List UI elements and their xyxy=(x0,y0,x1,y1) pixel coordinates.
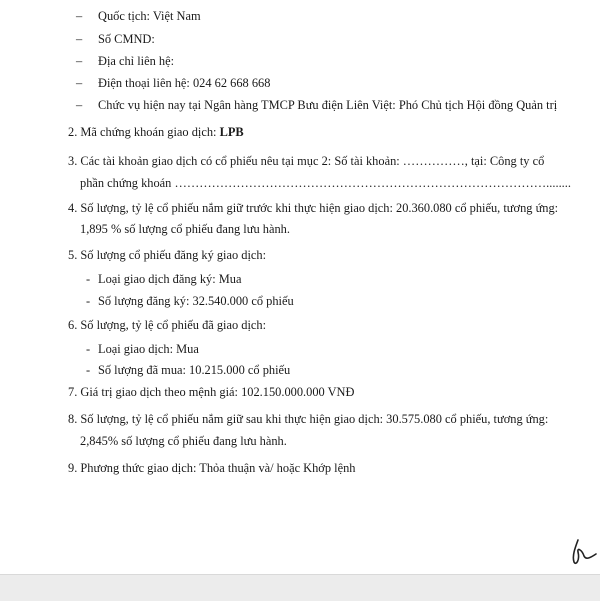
item-3-line-2: phần chứng khoán ………………………………………………………………………………........ xyxy=(80,176,571,190)
item-6-bullet-1: Loại giao dịch: Mua xyxy=(98,342,199,356)
signature-icon xyxy=(566,530,600,570)
nationality-text: Quốc tịch: Việt Nam xyxy=(98,9,201,23)
bullet-dash: – xyxy=(76,54,83,68)
bullet-dash: – xyxy=(76,32,83,46)
item-8-line-1: 8. Số lượng, tỷ lệ cổ phiếu nắm giữ sau khi thực hiện giao dịch: 30.575.080 cổ phiếu, tương ứng: xyxy=(68,412,549,426)
bullet-hyphen: - xyxy=(86,363,91,377)
phone-text: Điện thoại liên hệ: 024 62 668 668 xyxy=(98,76,271,90)
item-3-line-1: 3. Các tài khoản giao dịch có cổ phiếu nêu tại mục 2: Số tài khoản: ……………, tại: Công ty cổ xyxy=(68,154,545,168)
id-number-text: Số CMND: xyxy=(98,32,155,46)
address-text: Địa chỉ liên hệ: xyxy=(98,54,175,68)
bullet-dash: – xyxy=(76,9,83,23)
item-5-heading: 5. Số lượng cổ phiếu đăng ký giao dịch: xyxy=(68,248,267,262)
item-4-line-2: 1,895 % số lượng cổ phiếu đang lưu hành. xyxy=(80,222,290,236)
bullet-hyphen: - xyxy=(86,342,91,356)
item-6-heading: 6. Số lượng, tỷ lệ cổ phiếu đã giao dịch: xyxy=(68,318,267,332)
item-5-bullet-1: Loại giao dịch đăng ký: Mua xyxy=(98,272,242,286)
item-2-stock-code xyxy=(68,125,244,140)
page-bottom-band xyxy=(0,574,600,601)
item-9-method: 9. Phương thức giao dịch: Thỏa thuận và/ hoặc Khớp lệnh xyxy=(68,461,356,475)
item-2-label: 2. Mã chứng khoán giao dịch: xyxy=(68,125,220,139)
item-8-line-2: 2,845% số lượng cổ phiếu đang lưu hành. xyxy=(80,434,287,448)
item-6-bullet-2: Số lượng đã mua: 10.215.000 cổ phiếu xyxy=(98,363,291,377)
item-5-bullet-2: Số lượng đăng ký: 32.540.000 cổ phiếu xyxy=(98,294,294,308)
bullet-dash: – xyxy=(76,98,83,112)
item-4-line-1: 4. Số lượng, tỷ lệ cổ phiếu nắm giữ trước khi thực hiện giao dịch: 20.360.080 cổ phiếu, tương ứng: xyxy=(68,201,559,215)
item-7-value: 7. Giá trị giao dịch theo mệnh giá: 102.150.000.000 VNĐ xyxy=(68,385,355,399)
position-text: Chức vụ hiện nay tại Ngân hàng TMCP Bưu điện Liên Việt: Phó Chủ tịch Hội đồng Quản trị xyxy=(98,98,558,112)
bullet-hyphen: - xyxy=(86,272,91,286)
bullet-hyphen: - xyxy=(86,294,91,308)
bullet-dash: – xyxy=(76,76,83,90)
stock-code-value: LPB xyxy=(219,125,244,139)
